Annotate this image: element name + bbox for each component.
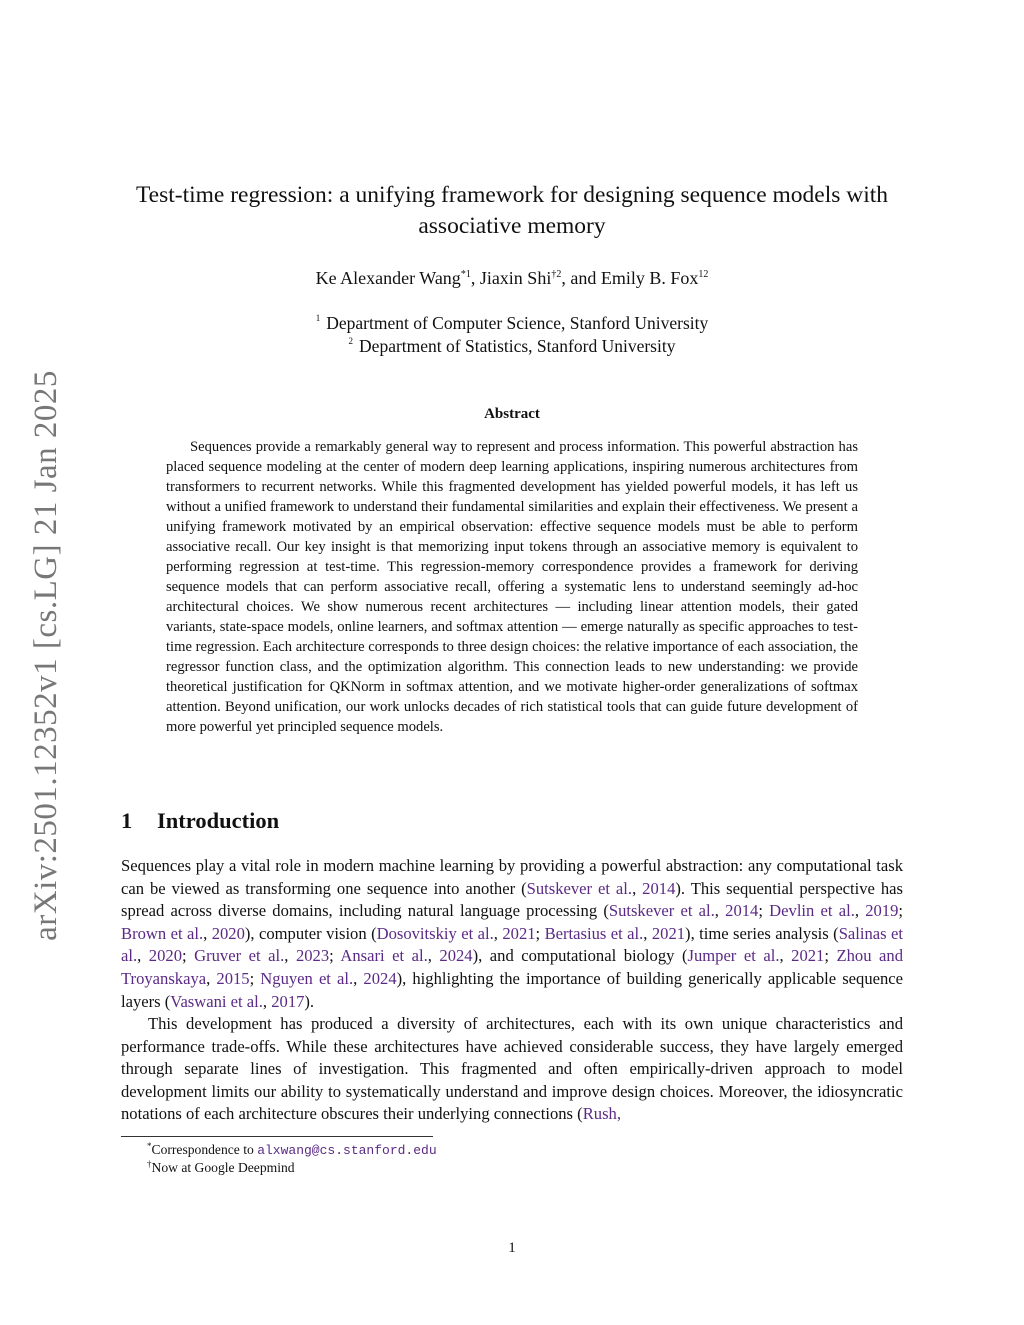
citation-year-link[interactable]: 2024 (439, 946, 473, 966)
footnote (147, 1141, 437, 1158)
citation-separator: , (427, 946, 440, 966)
author-list: Ke Alexander Wang$^{*1}$, Jiaxin Shi$^{\dagger 2}$, and Emily B. Fox$^{12}$ (315, 268, 709, 288)
arxiv-identifier-stamp (16, 370, 76, 940)
body-paragraph (121, 1013, 903, 1126)
citation-separator: ; (824, 946, 837, 966)
citation-link[interactable]: Sutskever et al. (526, 878, 633, 898)
citation-year-link[interactable]: 2023 (295, 946, 330, 966)
author-mark: 12 (698, 269, 709, 280)
abstract-text: Sequences provide a remarkably general way to represent and process information. This powerful abstraction has placed sequence modeling at the center of modern deep learning applications, inspiring numerous architectures from transformers to recurrent networks. While this fragmented development has yielded powerful models, it has left us without a unified framework to understand their fundamental similarities and explain their effectiveness. We present a unifying framework motivated by an empirical observation: effective sequence models must be able to perform associative recall. Our key insight is that memorizing input tokens through an associative memory is equivalent to performing regression at test-time. This regression-memory correspondence provides a framework for deriving sequence models that can perform associative recall, offering a systematic lens to understand seemingly ad-hoc architectural choices. We show numerous recent architectures — including linear attention models, their gated variants, state-space models, online learners, and softmax attention — emerge naturally as specific approaches to test-time regression. Each architecture corresponds to three design choices: the relative importance of each association, the regressor function class, and the optimization algorithm. This connection leads to new understanding: we provide theoretical justification for QKNorm in softmax attention, and we motivate higher-order generalizations of softmax attention. Beyond unification, our work unlocks decades of rich statistical tools that can guide future development of more powerful yet principled sequence models. (166, 439, 858, 735)
author-mark: *1 (460, 269, 471, 280)
citation-link[interactable]: Bertasius et al. (544, 923, 644, 943)
arxiv-identifier-text: arXiv:2501.12352v1 [cs.LG] 21 Jan 2025 (27, 369, 64, 941)
citation-year-link[interactable]: 2020 (211, 923, 245, 943)
affiliation (110, 336, 914, 357)
affiliation-mark: 1 (315, 313, 321, 323)
author-name: Ke Alexander Wang (315, 268, 461, 288)
email-link[interactable]: alxwang@cs.stanford.edu (257, 1143, 437, 1158)
citation-link[interactable]: Nguyen et al. (260, 968, 354, 988)
citation-year-link[interactable]: 2020 (148, 946, 182, 966)
citation-link[interactable]: Devlin et al. (769, 901, 855, 921)
citation-separator: , (206, 968, 217, 988)
body-paragraph (121, 855, 903, 1013)
footnote-text: Now at Google Deepmind (151, 1160, 295, 1175)
citation-link[interactable]: Salinas et al. (121, 923, 904, 966)
citation-link[interactable]: Brown et al. (121, 923, 204, 943)
citation-link[interactable]: Vaswani et al. (170, 991, 263, 1011)
citation-separator: , (353, 968, 364, 988)
affiliation-text: Department of Statistics, Stanford University (359, 336, 676, 356)
citation-separator: ; (758, 901, 770, 921)
footnote-mark: † (147, 1159, 152, 1169)
author-mark: †2 (551, 269, 562, 280)
author-name: Emily B. Fox (600, 268, 699, 288)
citation-year-link[interactable]: 2019 (865, 901, 899, 921)
section-number: 1 (121, 808, 133, 833)
abstract-heading: Abstract (484, 406, 540, 422)
citation-link[interactable]: Gruver et al. (194, 946, 285, 966)
citation-link[interactable]: Dosovitskiy et al. (376, 923, 494, 943)
citation-separator: , (643, 923, 652, 943)
citation-year-link[interactable]: 2017 (271, 991, 305, 1011)
author-name: Jiaxin Shi (479, 268, 552, 288)
page-number: 1 (508, 1240, 516, 1256)
affiliation (110, 313, 914, 334)
paragraph-text: Sequences play a vital role in modern machine learning by providing a powerful abstraction: any computational task can be viewed as transforming one sequence into another ( (121, 856, 903, 898)
footnote (147, 1159, 295, 1176)
citation-year-link[interactable]: 2024 (363, 968, 397, 988)
footnote-text: Correspondence to (151, 1142, 258, 1157)
paragraph-text: ), time series analysis ( (685, 923, 839, 943)
section-heading (121, 808, 279, 834)
footnote-divider (121, 1136, 433, 1137)
citation-year-link[interactable]: 2021 (651, 923, 686, 943)
citation-separator: , (137, 946, 149, 966)
paper-title-line-2: associative memory (418, 213, 606, 239)
paper-title-line-1: Test-time regression: a unifying framework for designing sequence models with (135, 182, 889, 208)
citation-link[interactable]: Ansari et al. (340, 946, 428, 966)
citation-separator: , (493, 923, 503, 943)
affiliation-mark: 2 (348, 336, 354, 346)
citation-separator: , (854, 901, 866, 921)
citation-separator: , (714, 901, 726, 921)
citation-separator: , (284, 946, 296, 966)
paper-title (110, 180, 914, 242)
citation-separator: ; (249, 968, 261, 988)
citation-year-link[interactable]: 2021 (502, 923, 536, 943)
paragraph-text: This development has produced a diversity of architectures, each with its own unique characteristics and performance trade-offs. While these architectures have achieved considerable success, they have largely emerged through separate lines of investigation. This fragmented and often empirically-driven approach to model development limits our ability to systematically understand and improve design choices. Moreover, the idiosyncratic notations of each architecture obscures their underlying connections ( (121, 1014, 903, 1124)
paragraph-text: ). (304, 991, 315, 1011)
section-title: Introduction (157, 808, 280, 833)
citation-year-link[interactable]: 2021 (791, 946, 825, 966)
paragraph-text: ), computer vision ( (244, 923, 377, 943)
citation-separator: ; (329, 946, 341, 966)
citation-separator: ; (535, 923, 545, 943)
author-separator: , and (561, 268, 601, 288)
affiliation-text: Department of Computer Science, Stanford University (326, 313, 709, 333)
citation-link[interactable]: Sutskever et al. (608, 901, 715, 921)
citation-separator: , (779, 946, 792, 966)
citation-year-link[interactable]: 2014 (642, 878, 676, 898)
citation-separator: ; (898, 901, 904, 921)
footnote-mark: * (147, 1141, 152, 1151)
citation-separator: , (262, 991, 272, 1011)
citation-link[interactable]: Jumper et al. (687, 946, 780, 966)
citation-separator: , (632, 878, 643, 898)
paragraph-text: ). This sequential perspective has spread across diverse domains, including natural language processing ( (121, 878, 904, 921)
paragraph-text: ), highlighting the importance of building generically applicable sequence layers ( (121, 968, 904, 1011)
citation-link[interactable]: Zhou and Troyanskaya (121, 946, 903, 988)
citation-separator: , (203, 923, 212, 943)
citation-year-link[interactable]: 2014 (725, 901, 759, 921)
paragraph-text: ), and computational biology ( (472, 946, 688, 966)
citation-link[interactable]: Rush, (582, 1104, 621, 1124)
citation-separator: ; (181, 946, 195, 966)
citation-year-link[interactable]: 2015 (216, 968, 250, 988)
